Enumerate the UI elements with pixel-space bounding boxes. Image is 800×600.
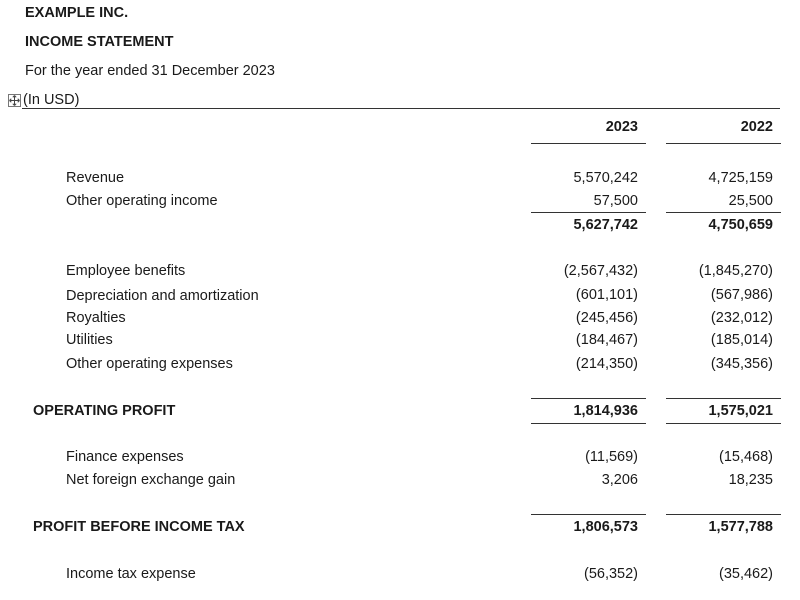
utilities-2022: (185,014) (710, 332, 773, 348)
row-label-royalties: Royalties (66, 310, 126, 326)
other-operating-income-2023: 57,500 (593, 193, 638, 209)
column-header-2022: 2022 (740, 119, 773, 135)
operating-profit-top-rule-2023 (531, 398, 646, 399)
company-name: EXAMPLE INC. (25, 5, 129, 21)
income-tax-expense-2023: (56,352) (583, 566, 638, 582)
row-label-employee-benefits: Employee benefits (66, 263, 186, 279)
depreciation-2023: (601,101) (575, 287, 638, 303)
profit-before-tax-2023: 1,806,573 (573, 519, 638, 535)
total-income-2022: 4,750,659 (708, 217, 773, 233)
statement-title: INCOME STATEMENT (25, 34, 174, 50)
other-operating-income-2022: 25,500 (728, 193, 773, 209)
revenue-2023: 5,570,242 (573, 170, 638, 186)
other-operating-expenses-2022: (345,356) (710, 356, 773, 372)
employee-benefits-2022: (1,845,270) (698, 263, 773, 279)
income-tax-expense-2022: (35,462) (718, 566, 773, 582)
row-label-finance-expenses: Finance expenses (66, 449, 184, 465)
net-foreign-exchange-gain-2022: 18,235 (728, 472, 773, 488)
header-underline-2023 (531, 143, 646, 144)
finance-expenses-2022: (15,468) (718, 449, 773, 465)
revenue-2022: 4,725,159 (708, 170, 773, 186)
currency-note: (In USD) (23, 92, 80, 108)
row-label-income-tax-expense: Income tax expense (66, 566, 196, 582)
depreciation-2022: (567,986) (710, 287, 773, 303)
royalties-2022: (232,012) (710, 310, 773, 326)
finance-expenses-2023: (11,569) (585, 449, 638, 465)
pbt-top-rule-2022 (666, 514, 781, 515)
net-foreign-exchange-gain-2023: 3,206 (601, 472, 638, 488)
profit-before-tax-2022: 1,577,788 (708, 519, 773, 535)
pbt-top-rule-2023 (531, 514, 646, 515)
period-text: For the year ended 31 December 2023 (25, 63, 275, 79)
row-label-utilities: Utilities (66, 332, 113, 348)
operating-profit-2023: 1,814,936 (573, 403, 638, 419)
operating-profit-bottom-rule-2022 (666, 423, 781, 424)
other-operating-expenses-2023: (214,350) (575, 356, 638, 372)
table-top-rule (22, 108, 780, 109)
operating-profit-bottom-rule-2023 (531, 423, 646, 424)
row-label-net-foreign-exchange-gain: Net foreign exchange gain (66, 472, 236, 488)
row-label-other-operating-income: Other operating income (66, 193, 218, 209)
row-label-depreciation: Depreciation and amortization (66, 288, 259, 304)
row-label-other-operating-expenses: Other operating expenses (66, 356, 233, 372)
utilities-2023: (184,467) (575, 332, 638, 348)
employee-benefits-2023: (2,567,432) (563, 263, 638, 279)
profit-before-tax-label: PROFIT BEFORE INCOME TAX (33, 519, 245, 535)
operating-profit-top-rule-2022 (666, 398, 781, 399)
total-income-2023: 5,627,742 (573, 217, 638, 233)
subtotal-rule-2022 (666, 212, 781, 213)
row-label-revenue: Revenue (66, 170, 125, 186)
subtotal-rule-2023 (531, 212, 646, 213)
header-underline-2022 (666, 143, 781, 144)
column-header-2023: 2023 (605, 119, 638, 135)
operating-profit-label: OPERATING PROFIT (33, 403, 176, 419)
operating-profit-2022: 1,575,021 (708, 403, 773, 419)
move-arrows-icon[interactable] (8, 94, 21, 107)
royalties-2023: (245,456) (575, 310, 638, 326)
